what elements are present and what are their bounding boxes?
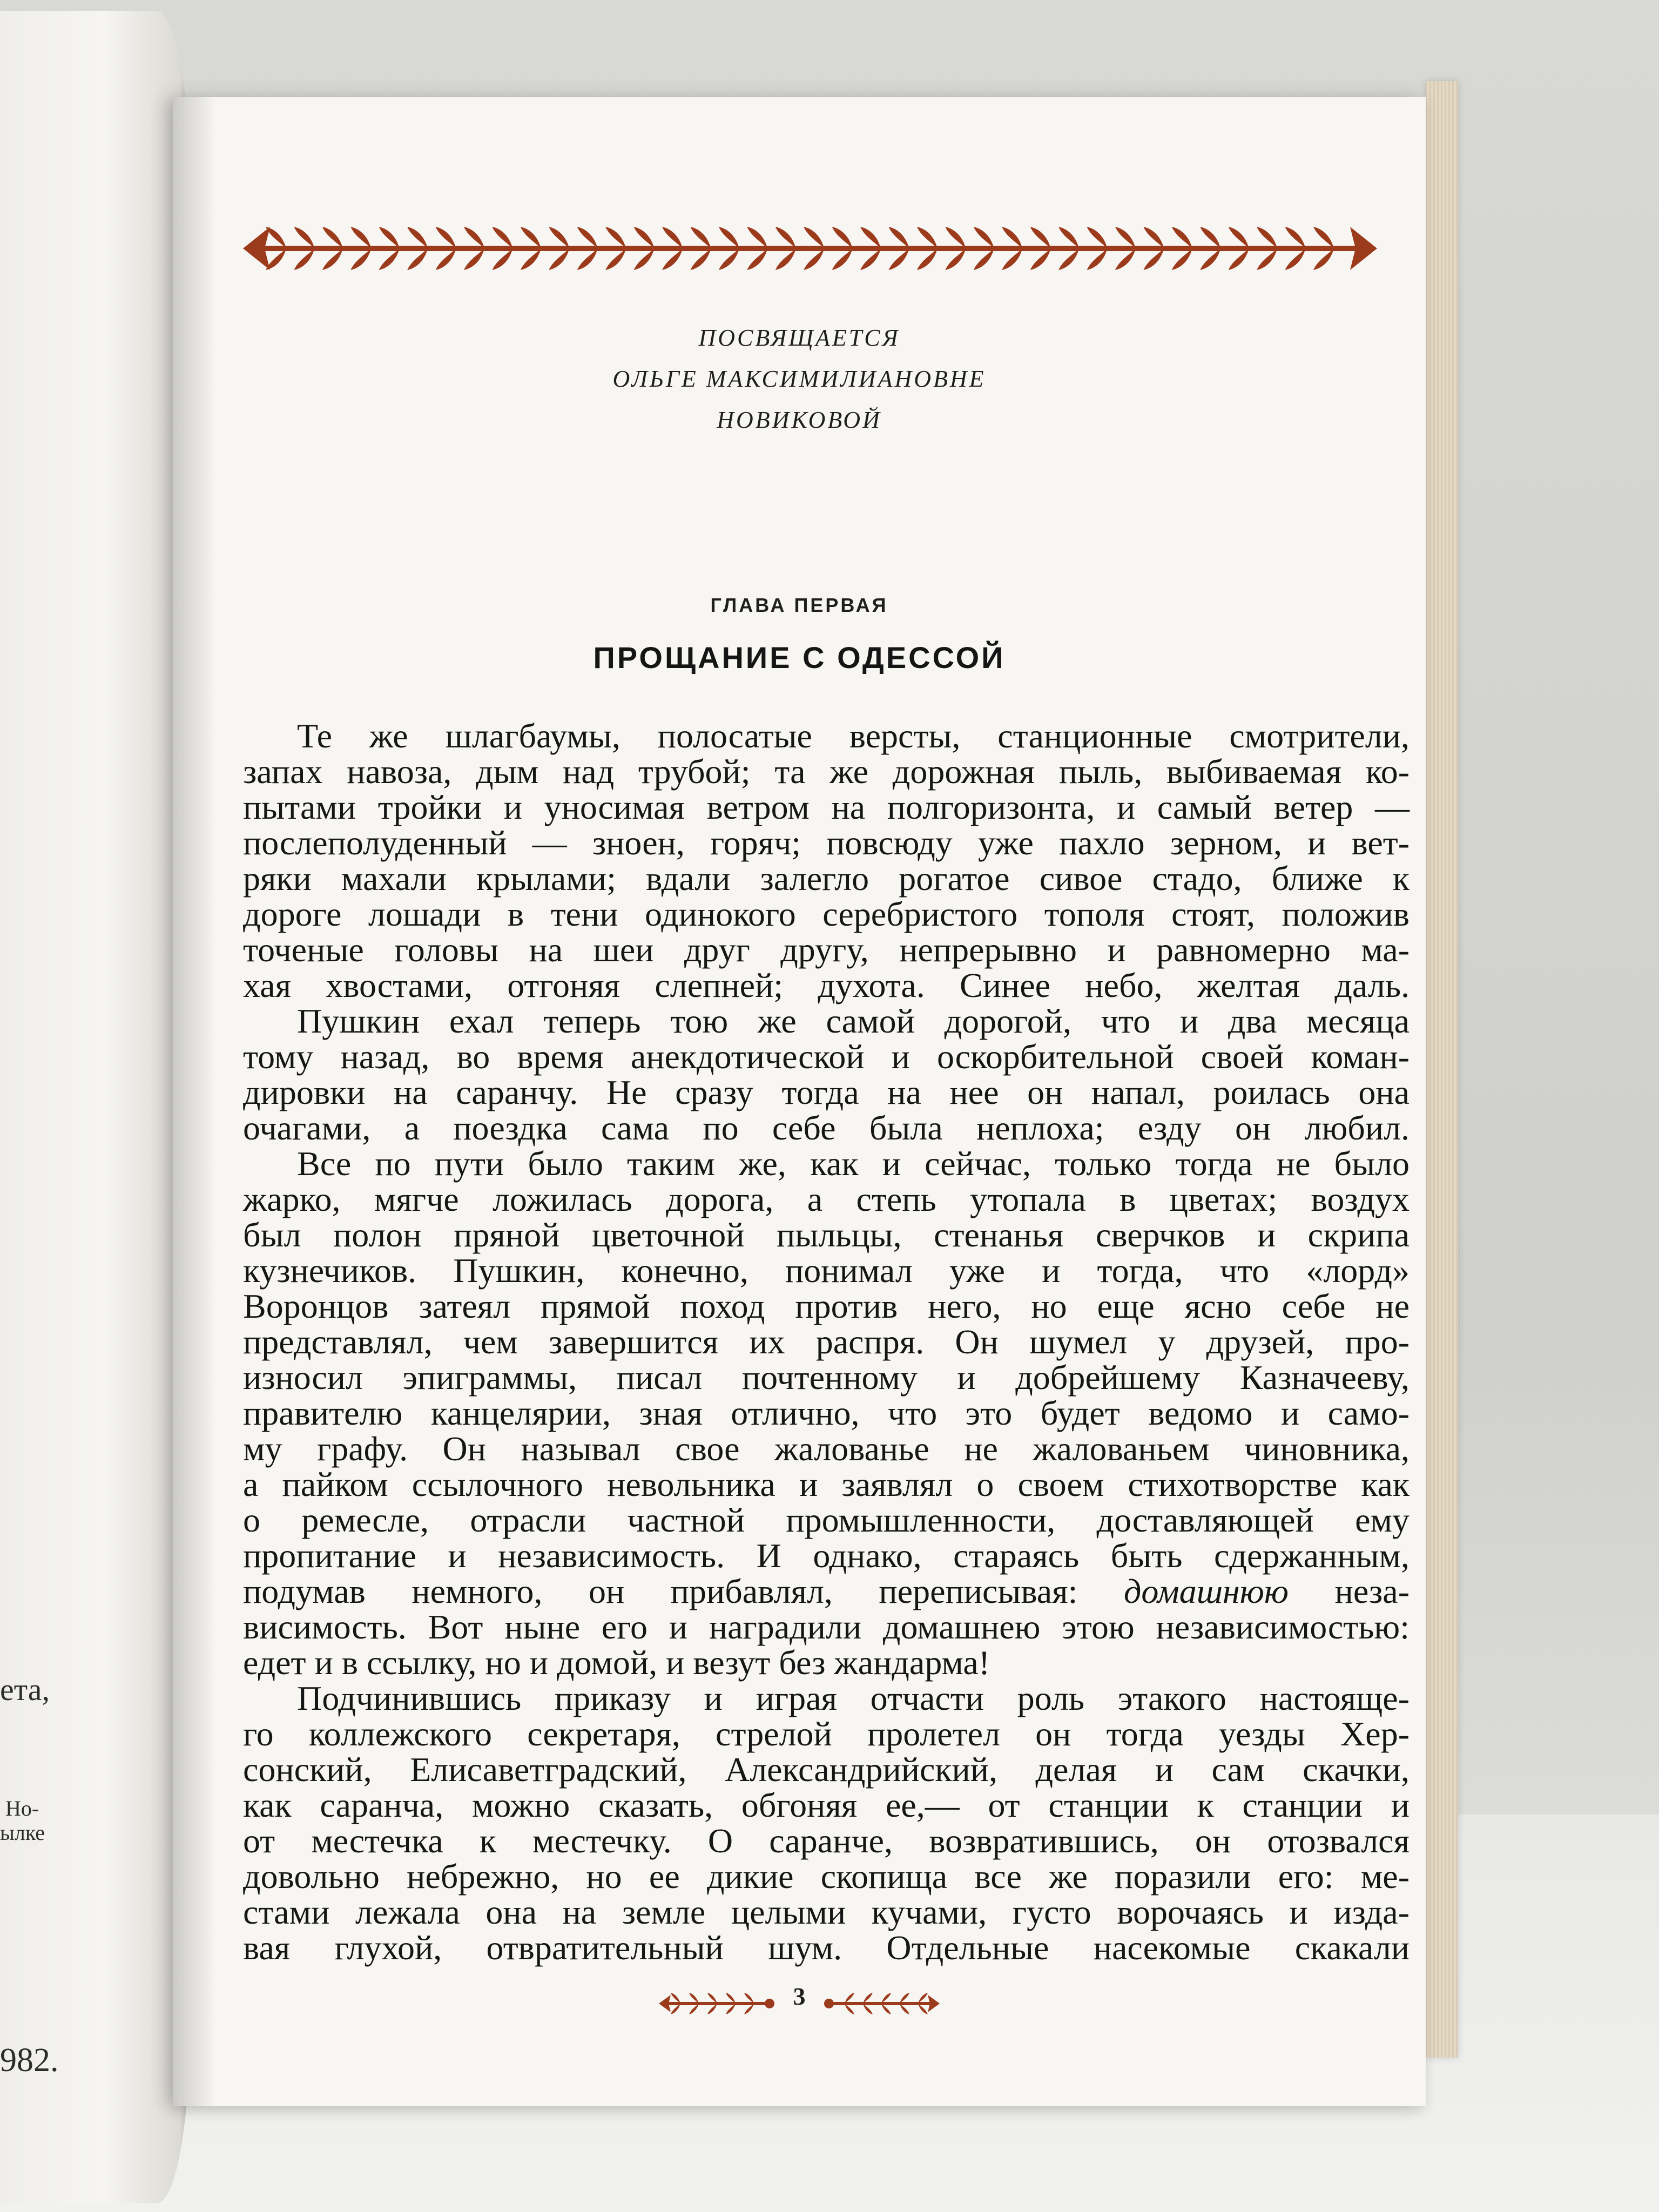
text-line: стами лежала она на земле целыми кучами, густо ворочаясь и изда- (243, 1893, 1410, 1931)
text-line: износил эпиграммы, писал почтенному и добрейшему Казначееву, (243, 1358, 1410, 1397)
left-page-fragment: Но- (5, 1796, 39, 1820)
gutter-shadow (173, 97, 216, 2106)
text-line: точеные головы на шеи друг другу, непрерывно и равномерно ма- (243, 930, 1410, 969)
text-line: послеполуденный — зноен, горяч; повсюду уже пахло зерном, и вет- (243, 824, 1410, 862)
dedication-line: НОВИКОВОЙ (717, 407, 882, 433)
text-line: ряки махали крылами; вдали залегло рогатое сивое стадо, ближе к (243, 859, 1410, 898)
ornament-footer-right (821, 1987, 940, 2020)
text-line: Пушкин ехал теперь тою же самой дорогой, что и два месяца (297, 1002, 1410, 1040)
text-line: висимость. Вот ныне его и наградили домашнею этою независимостью: (243, 1608, 1410, 1646)
left-page-fragment: ылке (0, 1820, 45, 1845)
emphasized-word: домашнюю (1123, 1572, 1289, 1610)
text-line-with-emphasis (243, 1574, 1410, 1609)
text-line: Те же шлагбаумы, полосатые версты, станционные смотрители, (297, 717, 1410, 755)
left-page-fragment: 982. (0, 2042, 59, 2079)
text-line: кузнечиков. Пушкин, конечно, понимал уже и тогда, что «лорд» (243, 1251, 1410, 1290)
page-footer (173, 1982, 1426, 2025)
text-fragment: подумав немного, он прибавлял, переписывая: (243, 1572, 1124, 1610)
text-line: дировки на саранчу. Не сразу тогда на нее он напал, роилась она (243, 1073, 1410, 1111)
text-line: как саранча, можно сказать, обгоняя ее,— от станции к станции и (243, 1786, 1410, 1824)
text-line: му графу. Он называл свое жалованье не жалованьем чиновника, (243, 1429, 1410, 1468)
text-line: пытами тройки и уносимая ветром на полгоризонта, и самый ветер — (243, 788, 1410, 826)
text-line: был полон пряной цветочной пыльцы, стенанья сверчков и скрипа (243, 1216, 1410, 1254)
text-line: очагами, а поездка сама по себе была неплоха; езду он любил. (243, 1109, 1410, 1147)
text-line: жарко, мягче ложилась дорога, а степь утопала в цветах; воздух (243, 1180, 1410, 1218)
text-line: го коллежского секретаря, стрелой пролетел он тогда уезды Хер- (243, 1715, 1410, 1753)
text-line: Воронцов затеял прямой поход против него, но еще ясно себе не (243, 1287, 1410, 1325)
book-back-cover-edge (1426, 81, 1458, 2058)
ornamental-border-top (243, 219, 1377, 278)
left-page-fragment: ета, (0, 1672, 50, 1707)
page-number: 3 (793, 1982, 806, 2010)
text-line: тому назад, во время анекдотической и оскорбительной своей коман- (243, 1037, 1410, 1076)
body-text (243, 718, 1410, 1966)
dedication-line: ПОСВЯЩАЕТСЯ (698, 325, 900, 351)
left-page (0, 11, 189, 2203)
text-fragment: неза- (1289, 1572, 1410, 1610)
text-line: Подчинившись приказу и играя отчасти роль этакого настояще- (297, 1679, 1410, 1717)
text-line: довольно небрежно, но ее дикие скопища все же поразили его: ме- (243, 1857, 1410, 1896)
text-line: хая хвостами, отгоняя слепней; духота. Синее небо, желтая даль. (243, 966, 1410, 1004)
text-line: дороге лошади в тени одинокого серебристого тополя стоят, положив (243, 895, 1410, 933)
dedication-line: ОЛЬГЕ МАКСИМИЛИАНОВНЕ (612, 366, 986, 392)
text-line: запах навоза, дым над трубой; та же дорожная пыль, выбиваемая ко- (243, 752, 1410, 791)
text-line: а пайком ссылочного невольника и заявлял о своем стихотворстве как (243, 1465, 1410, 1503)
ornament-footer-left (659, 1987, 778, 2020)
text-line: правителю канцелярии, зная отлично, что это будет ведомо и само- (243, 1394, 1410, 1432)
text-line: сонский, Елисаветградский, Александрийский, делая и сам скачки, (243, 1750, 1410, 1789)
chapter-title: ПРОЩАНИЕ С ОДЕССОЙ (593, 640, 1006, 675)
text-line: едет и в ссылку, но и домой, и везут без жандарма! (243, 1643, 990, 1682)
text-line: пропитание и независимость. И однако, стараясь быть сдержанным, (243, 1536, 1410, 1575)
text-line: от местечка к местечку. О саранче, возвратившись, он отозвался (243, 1822, 1410, 1860)
text-line: вая глухой, отвратительный шум. Отдельные насекомые скакали (243, 1928, 1410, 1967)
text-line: Все по пути было таким же, как и сейчас, только тогда не было (297, 1144, 1410, 1183)
text-line: представлял, чем завершится их распря. Он шумел у друзей, про- (243, 1323, 1410, 1361)
text-line: о ремесле, отрасли частной промышленности, доставляющей ему (243, 1501, 1410, 1539)
right-page (173, 97, 1426, 2106)
chapter-label: ГЛАВА ПЕРВАЯ (710, 594, 888, 616)
